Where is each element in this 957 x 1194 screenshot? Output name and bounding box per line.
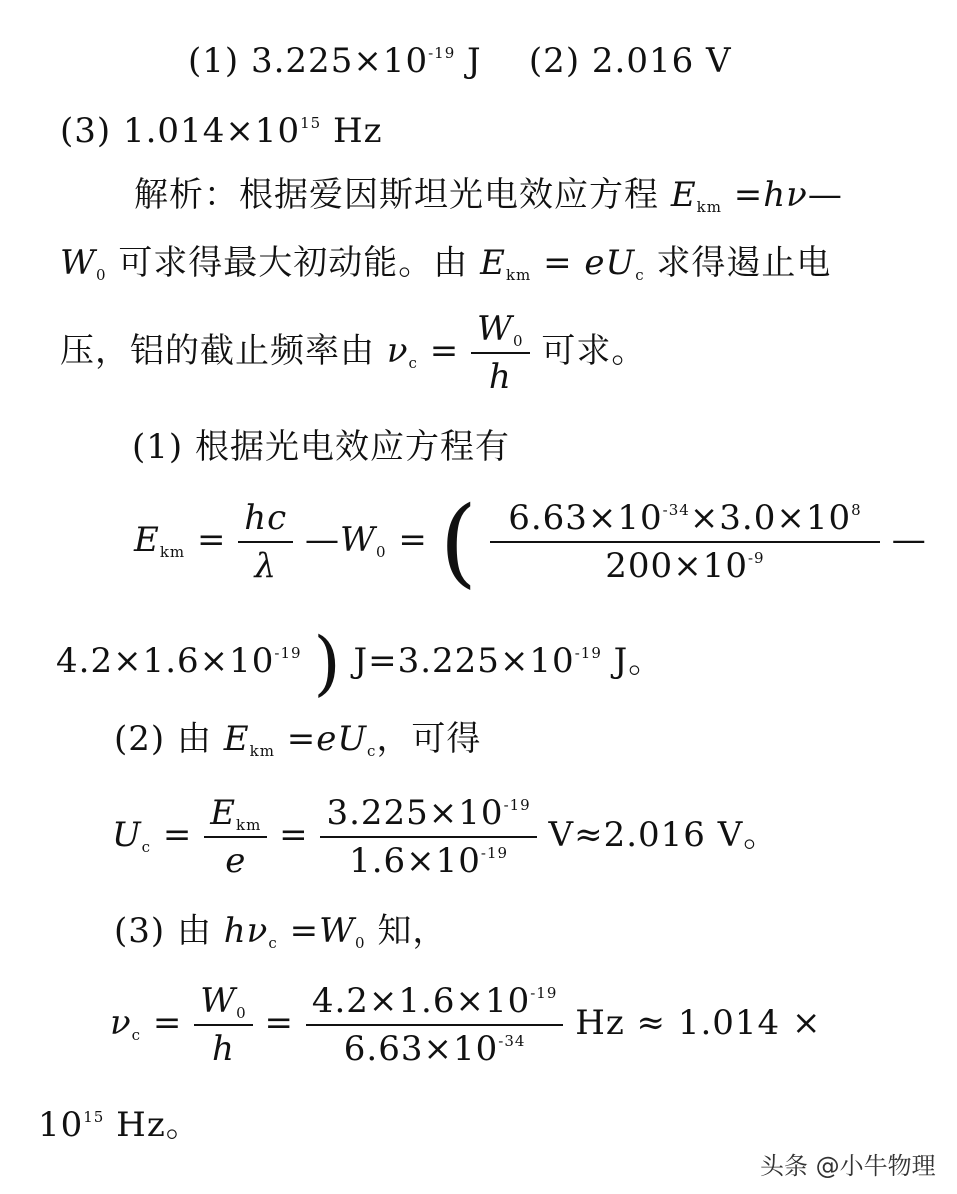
p1-w0-sub: 0	[376, 543, 387, 561]
p1-cont: 4.2×1.6×10	[56, 641, 275, 681]
p1-num-exp1: -34	[662, 501, 690, 519]
km-subscript: km	[696, 198, 722, 216]
p2-eq2: =	[279, 815, 309, 855]
p3-frac-w-sub: 0	[236, 1004, 247, 1022]
w0-over-h-fraction	[471, 309, 530, 397]
p3-eq1: =	[152, 1003, 183, 1043]
answer-2-label: (2)	[528, 41, 581, 81]
part1-heading: (1) 根据光电效应方程有	[132, 427, 510, 467]
analysis-text-b: 求得遏止电	[656, 243, 832, 283]
p2-ekm: E	[223, 719, 250, 759]
answer-3-unit: Hz	[332, 111, 383, 151]
nu-c-subscript: c	[408, 354, 418, 372]
p2-u: U	[112, 815, 142, 855]
p1-den-exp: -9	[747, 549, 765, 567]
p1-km: km	[159, 543, 186, 561]
p1-result: J=3.225×10	[353, 641, 575, 681]
p2-frac-km: km	[236, 816, 262, 834]
frac-hc: hc	[238, 501, 293, 543]
p2-heading-b: ，可得	[376, 719, 482, 759]
answer-3-exp: 15	[300, 114, 322, 132]
ekm-symbol-2: E	[480, 243, 506, 283]
p1-minus-2: —	[891, 520, 927, 560]
p3-hnu-sub: c	[268, 934, 278, 952]
right-paren: )	[313, 622, 342, 704]
part2-heading	[114, 719, 482, 760]
p2-num-exp: -19	[503, 796, 531, 814]
w0-symbol: W	[60, 243, 96, 283]
answer-line-1	[188, 41, 732, 81]
p1-result-end: J。	[613, 641, 664, 681]
p2-eq: =	[286, 719, 317, 759]
p3-eq2: =	[264, 1003, 295, 1043]
big-fraction-numerator	[490, 498, 880, 543]
p1-eq1: =	[196, 520, 227, 560]
analysis-line-2	[60, 243, 832, 284]
analysis-line-1	[134, 175, 843, 216]
answer-1-value: 3.225×10	[250, 41, 429, 81]
p2-frac-e: E	[210, 793, 237, 833]
p3-last: 10	[38, 1105, 84, 1145]
nu-c-symbol: ν	[386, 331, 409, 371]
p3-w0-over-h	[194, 981, 253, 1069]
part2-equation	[112, 793, 779, 881]
equals-sign-2: =	[543, 243, 573, 283]
p1-w0: W	[340, 520, 376, 560]
p3-heading-b: 知，	[377, 911, 448, 951]
analysis-text-d: 可求。	[541, 331, 647, 371]
frac-w0: W	[477, 309, 513, 349]
p3-nu-sub: c	[131, 1026, 142, 1044]
p3-hnu: hν	[223, 911, 269, 951]
p2-den-exp: -19	[480, 844, 509, 862]
answer-1-exp: -19	[428, 44, 456, 62]
p3-den-exp: -34	[498, 1032, 526, 1050]
analysis-text-c: 压，铝的截止频率由	[60, 331, 375, 371]
p3-num-exp: -19	[530, 984, 558, 1002]
p3-numeric-fraction	[306, 981, 564, 1069]
answer-3-value: 1.014×10	[122, 111, 301, 151]
frac-h: h	[488, 357, 512, 397]
part3-equation	[110, 981, 822, 1069]
analysis-line-3	[60, 309, 647, 397]
p1-ekm: E	[134, 520, 160, 560]
p2-eu: eU	[316, 719, 368, 759]
part3-heading	[114, 911, 448, 952]
answer-1-unit: J	[467, 41, 482, 81]
p3-nu: ν	[110, 1003, 132, 1043]
analysis-text-a: 可求得最大初动能。由	[118, 243, 469, 283]
p2-c: c	[367, 742, 377, 760]
analysis-intro: 解析：根据爱因斯坦光电效应方程	[134, 175, 659, 215]
p3-frac-w: W	[200, 981, 237, 1021]
p3-eq: =	[289, 911, 320, 951]
ekm-over-e-fraction	[204, 793, 267, 881]
part1-continuation	[56, 622, 664, 704]
p2-frac-den-e: e	[225, 841, 247, 881]
p2-result: V≈2.016 V。	[548, 815, 779, 855]
equals-sign-3: =	[429, 331, 460, 371]
big-fraction	[490, 498, 880, 586]
p1-result-exp: -19	[574, 644, 602, 662]
part1-equation	[134, 486, 927, 598]
answer-1-label: (1)	[188, 41, 240, 81]
p3-heading-a: (3) 由	[114, 911, 212, 951]
p3-num: 4.2×1.6×10	[311, 981, 531, 1021]
c-subscript: c	[635, 266, 645, 284]
p1-cont-exp: -19	[274, 644, 302, 662]
p2-numeric-fraction	[320, 793, 536, 881]
big-fraction-denominator	[490, 543, 880, 586]
left-paren: (	[439, 486, 479, 598]
km-subscript-2: km	[505, 266, 532, 284]
equals-sign: =	[733, 175, 764, 215]
frac-w0-sub: 0	[512, 332, 524, 350]
p1-num-b: ×3.0×10	[689, 498, 852, 538]
p3-w0-sub: 0	[355, 934, 366, 952]
p2-u-sub: c	[141, 838, 152, 856]
p2-heading-a: (2) 由	[114, 719, 212, 759]
p2-km: km	[249, 742, 275, 760]
p1-minus: —	[305, 520, 341, 560]
p3-last-exp: 15	[83, 1108, 105, 1126]
p3-last-unit: Hz。	[116, 1105, 201, 1145]
ekm-symbol: E	[670, 175, 697, 215]
p3-frac-h: h	[212, 1029, 235, 1069]
h-nu-symbol: hν	[763, 175, 808, 215]
frac-lambda: λ	[254, 546, 278, 586]
p2-eq1: =	[162, 815, 193, 855]
watermark: 头条 @小牛物理	[760, 1152, 936, 1180]
p2-num: 3.225×10	[326, 793, 504, 833]
p3-w0: W	[319, 911, 356, 951]
p3-result: Hz ≈ 1.014 ×	[575, 1003, 822, 1043]
part3-last-line	[38, 1105, 201, 1145]
answer-3-label: (3)	[60, 111, 112, 151]
hc-over-lambda-fraction	[238, 498, 293, 586]
answer-line-2	[60, 111, 383, 151]
p1-den: 200×10	[605, 546, 748, 586]
minus-sign: —	[807, 175, 843, 215]
p1-num-exp2: 8	[851, 501, 862, 519]
answer-2-value: 2.016 V	[591, 41, 732, 81]
p2-den: 1.6×10	[349, 841, 481, 881]
p3-den: 6.63×10	[343, 1029, 499, 1069]
w0-subscript: 0	[95, 266, 107, 284]
p1-num-a: 6.63×10	[508, 498, 663, 538]
p1-eq2: =	[398, 520, 428, 560]
eu-symbol: eU	[584, 243, 636, 283]
